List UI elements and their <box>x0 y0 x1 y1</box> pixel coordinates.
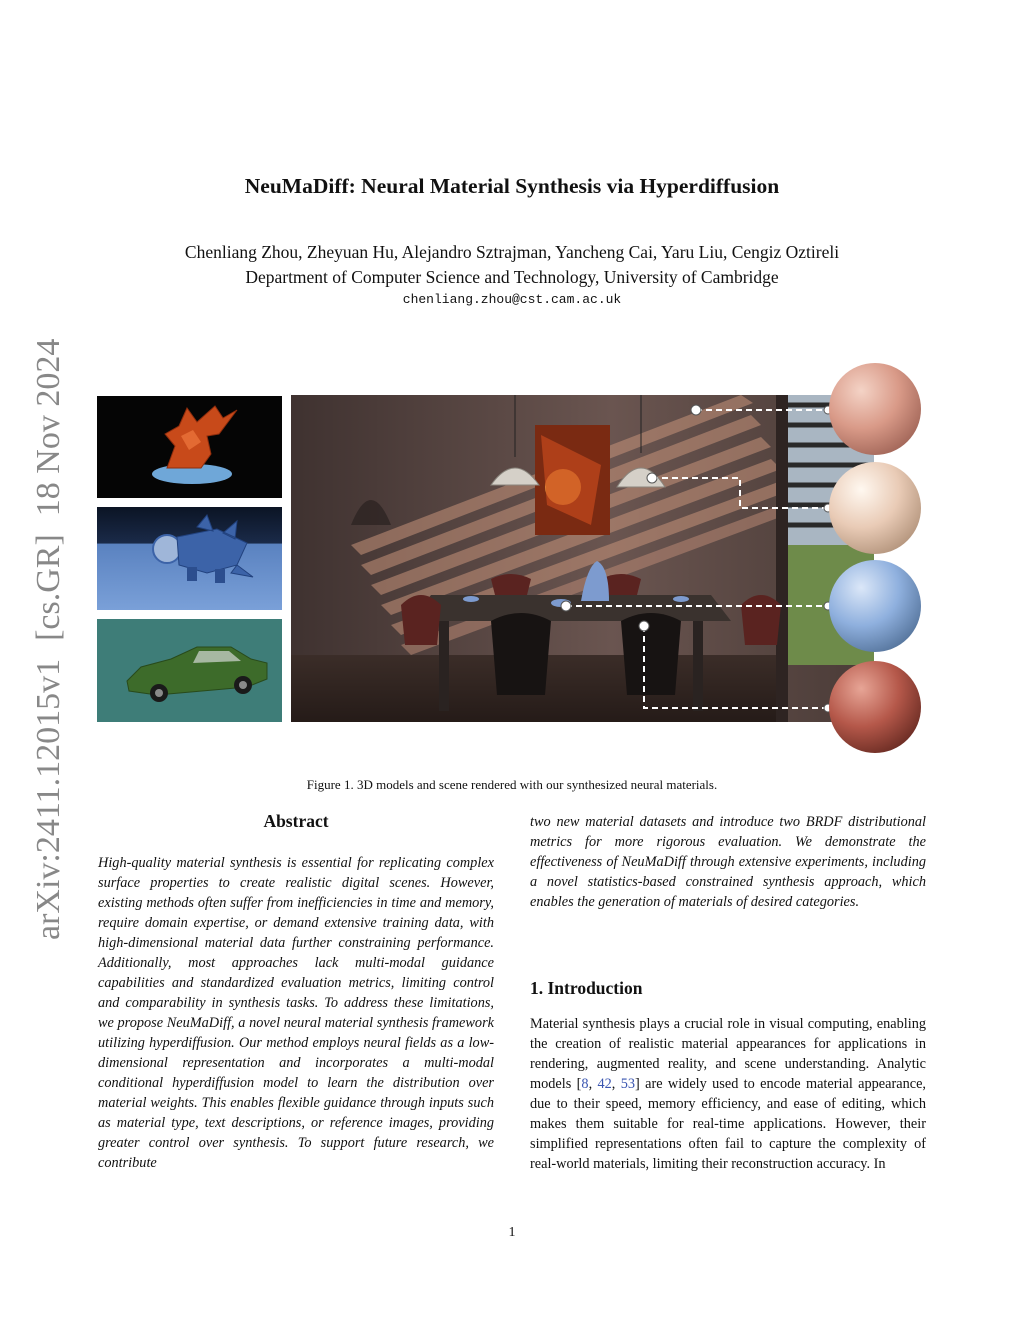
citation-link[interactable]: 42 <box>597 1076 612 1092</box>
material-sphere-cream <box>829 462 921 554</box>
introduction-text <box>530 1014 926 1174</box>
arxiv-id: arXiv:2411.12015v1 <box>30 658 67 940</box>
connector-dot <box>561 601 571 611</box>
car-model <box>127 647 267 695</box>
connector-dot <box>639 621 649 631</box>
affiliation: Department of Computer Science and Technology, University of Cambridge <box>245 267 779 287</box>
arxiv-sidebar-stamp <box>30 340 68 940</box>
dragon-model <box>165 406 237 468</box>
abstract-heading: Abstract <box>263 811 329 831</box>
connector-dot <box>647 473 657 483</box>
wall-painting <box>535 425 610 535</box>
author-email: chenliang.zhou@cst.cam.ac.uk <box>402 292 622 307</box>
abstract-text-right: two new material datasets and introduce two BRDF distributional metrics for more rigorous evaluation. We demonstrate the effectiveness of NeuMaDiff through extensive experiments, including a novel statistics-based constrained synthesis approach, which enables the generation of materials of desired categories. <box>530 814 926 910</box>
pendant-lamp-right <box>617 468 665 487</box>
author-list: Chenliang Zhou, Zheyuan Hu, Alejandro Sztrajman, Yancheng Cai, Yaru Liu, Cengiz Oztireli <box>184 242 840 262</box>
car-background <box>97 619 282 722</box>
citation-link[interactable]: 53 <box>620 1076 635 1092</box>
author-block <box>0 240 1024 290</box>
car-wheel-front <box>150 684 168 702</box>
intro-text-start: Material synthesis plays a crucial role in visual computing, enabling the creation of realistic material appearances for applications in rendering, augmented reality, and scene understanding. Analytic models [ <box>530 1016 926 1092</box>
teapot <box>581 561 609 601</box>
citation-separator: , <box>611 1076 621 1092</box>
car-render-panel <box>97 619 282 722</box>
chairs <box>401 574 781 645</box>
room-floor <box>291 655 776 722</box>
room-wall <box>291 395 874 722</box>
arxiv-date: 18 Nov 2024 <box>30 338 67 517</box>
abstract-text-left: High-quality material synthesis is essential for replicating complex surface properties to create realistic digital scenes. However, existing methods often suffer from inefficiencies in time and memory, require domain expertise, or demand extensive training data, with high-dimensional material data further constraining performance. Additionally, most approaches lack multi-modal guidance capabilities and standardized evaluation metrics, limiting control and comparability in synthesis tasks. To address these limitations, we propose NeuMaDiff, a novel neural material synthesis framework utilizing hyperdiffusion. Our method employs neural fields as a low-dimensional representation and incorporates a multi-modal conditional hyperdiffusion model to learn the distribution over material weights. This enables flexible guidance through inputs such as material type, text descriptions, or reference images, providing greater control over synthesis. To support future research, we contribute <box>98 855 494 1171</box>
dining-room-scene <box>291 395 874 722</box>
introduction-heading: 1. Introduction <box>530 978 643 998</box>
pendant-lamp-left <box>491 468 539 485</box>
robot-model <box>177 515 253 577</box>
sunlight-stripes <box>351 395 791 655</box>
material-sphere-red <box>829 661 921 753</box>
dragon-render-panel <box>97 396 282 498</box>
robot-render-panel <box>97 507 282 610</box>
dining-table <box>411 595 731 621</box>
citation-separator: , <box>588 1076 598 1092</box>
connector-dot <box>691 405 701 415</box>
dragon-pedestal <box>152 464 232 484</box>
car-wheel-rear <box>234 676 252 694</box>
figure-caption: Figure 1. 3D models and scene rendered with our synthesized neural materials. <box>306 777 718 792</box>
paper-title: NeuMaDiff: Neural Material Synthesis via Hyperdiffusion <box>244 174 780 198</box>
material-sphere-pink <box>829 363 921 455</box>
material-sphere-blue <box>829 560 921 652</box>
robot-head <box>153 535 181 563</box>
robot-background <box>97 507 282 610</box>
dragon-background <box>97 396 282 498</box>
page-number: 1 <box>508 1225 516 1240</box>
window-view <box>783 395 874 665</box>
arxiv-category: [cs.GR] <box>30 534 67 641</box>
intro-text-end: ] are widely used to encode material appearance, due to their speed, memory efficiency, and ease of editing, which makes them suitable for real-time applications. However, their simplified representations often fail to capture the complexity of real-world materials, limiting their reconstruction accuracy. In <box>530 1076 926 1172</box>
citation-link[interactable]: 8 <box>581 1076 589 1092</box>
